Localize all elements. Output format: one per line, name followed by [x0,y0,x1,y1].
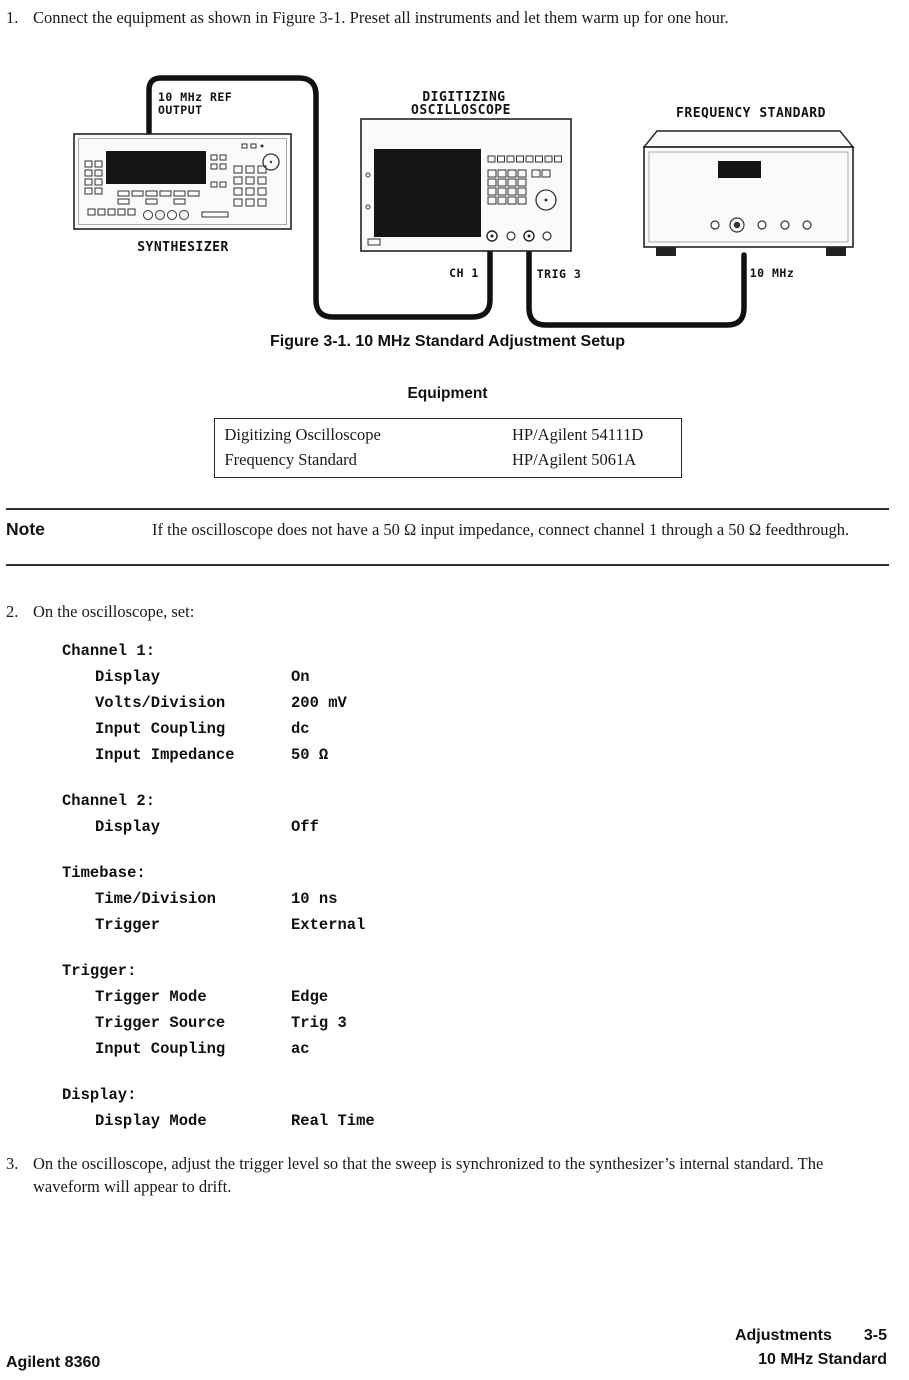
equipment-row [214,419,681,448]
synthesizer-display [106,151,206,184]
settings-group-title: Timebase: [62,863,146,882]
equipment-item: Digitizing Oscilloscope [224,425,381,445]
step-3-text: On the oscilloscope, adjust the trigger level so that the sweep is synchronized to the synthesizer’s internal standard. The waveform will appear to drift. [33,1153,824,1197]
setting-row [95,814,889,840]
setting-value: On [291,667,310,686]
setting-row [95,912,889,938]
step-1 [6,6,889,29]
setting-value: Real Time [291,1111,375,1130]
setting-label: Display Mode [95,1111,207,1130]
setting-label: Trigger Mode [95,987,207,1006]
oscilloscope-title-line1: DIGITIZING [422,90,506,106]
setting-value: 50 Ω [291,745,329,764]
frequency-standard-display [718,161,761,178]
setting-row [95,1010,889,1036]
settings-group-title: Channel 2: [62,791,156,810]
footer-product: Agilent 8360 [6,1354,101,1371]
setting-label: Display [95,817,161,836]
oscilloscope-title-line2: OSCILLOSCOPE [411,103,511,119]
ch1-label: CH 1 [449,266,479,281]
footer-page-number: 3-5 [863,1327,887,1344]
setting-row [95,742,889,768]
footer-section: Adjustments [734,1327,832,1344]
settings-group-display [6,1082,889,1134]
step-1-number: 1. [6,8,19,27]
note-text: If the oscilloscope does not have a 50 Ω input impedance, connect channel 1 through a 50 Ω feedthrough. [152,520,850,540]
oscilloscope-unit [361,119,571,251]
step-3-number: 3. [6,1153,19,1173]
step-2-number: 2. [6,602,19,622]
setting-row [95,1108,889,1134]
setting-value: ac [291,1039,310,1058]
note-section [6,508,889,566]
equipment-item: Frequency Standard [224,450,357,470]
setting-row [95,886,889,912]
setting-label: Trigger Source [95,1013,226,1032]
step-1-text: Connect the equipment as shown in Figure 3-1. Preset all instruments and let them warm up for one hour. [33,8,729,27]
step-2 [6,600,889,623]
setting-value: Edge [291,987,329,1006]
cable-trig3-to-freq-standard-icon [529,241,744,325]
setting-label: Input Coupling [95,1039,226,1058]
footer-subsection: 10 MHz Standard [758,1351,887,1368]
equipment-heading: Equipment [407,385,488,403]
setting-row [95,690,889,716]
settings-group-title: Trigger: [62,961,137,980]
settings-group-title: Channel 1: [62,641,156,660]
figure-caption: Figure 3-1. 10 MHz Standard Adjustment Setup [269,333,625,351]
frequency-standard-title: FREQUENCY STANDARD [676,106,826,122]
setting-value: 200 mV [291,693,347,712]
settings-group-channel-2 [6,788,889,840]
setting-row [95,1036,889,1062]
oscilloscope-settings [6,638,889,1134]
equipment-model: HP/Agilent 54111D [512,425,644,445]
settings-group-channel-1 [6,638,889,768]
settings-group-timebase [6,860,889,938]
setting-value: External [291,915,366,934]
step-2-text: On the oscilloscope, set: [33,602,195,622]
ref-output-label-line2: OUTPUT [158,103,203,118]
settings-group-title: Display: [62,1085,137,1104]
setting-label: Input Impedance [95,745,235,764]
setting-label: Trigger [95,915,161,934]
figure-3-1-diagram [6,69,889,331]
step-3 [6,1152,889,1199]
setting-row [95,716,889,742]
setting-label: Volts/Division [95,693,226,712]
settings-group-trigger [6,958,889,1062]
trig3-label: TRIG 3 [536,267,582,282]
setting-value: dc [291,719,310,738]
equipment-row [214,447,681,478]
10mhz-label: 10 MHz [749,266,795,281]
setting-value: 10 ns [291,889,338,908]
setting-value: Trig 3 [291,1013,347,1032]
note-label: Note [6,519,45,540]
equipment-table [214,418,682,478]
synthesizer-title: SYNTHESIZER [137,240,229,256]
setting-value: Off [291,817,319,836]
setting-label: Time/Division [95,889,216,908]
setting-label: Display [95,667,161,686]
setting-row [95,984,889,1010]
setup-diagram [6,69,909,331]
synthesizer-unit [74,134,291,229]
oscilloscope-screen [374,149,481,237]
equipment-model: HP/Agilent 5061A [512,450,637,470]
page-footer [6,1324,887,1372]
frequency-standard-unit [644,131,853,256]
setting-label: Input Coupling [95,719,226,738]
ref-output-label-line1: 10 MHz REF [158,90,233,105]
setting-row [95,664,889,690]
